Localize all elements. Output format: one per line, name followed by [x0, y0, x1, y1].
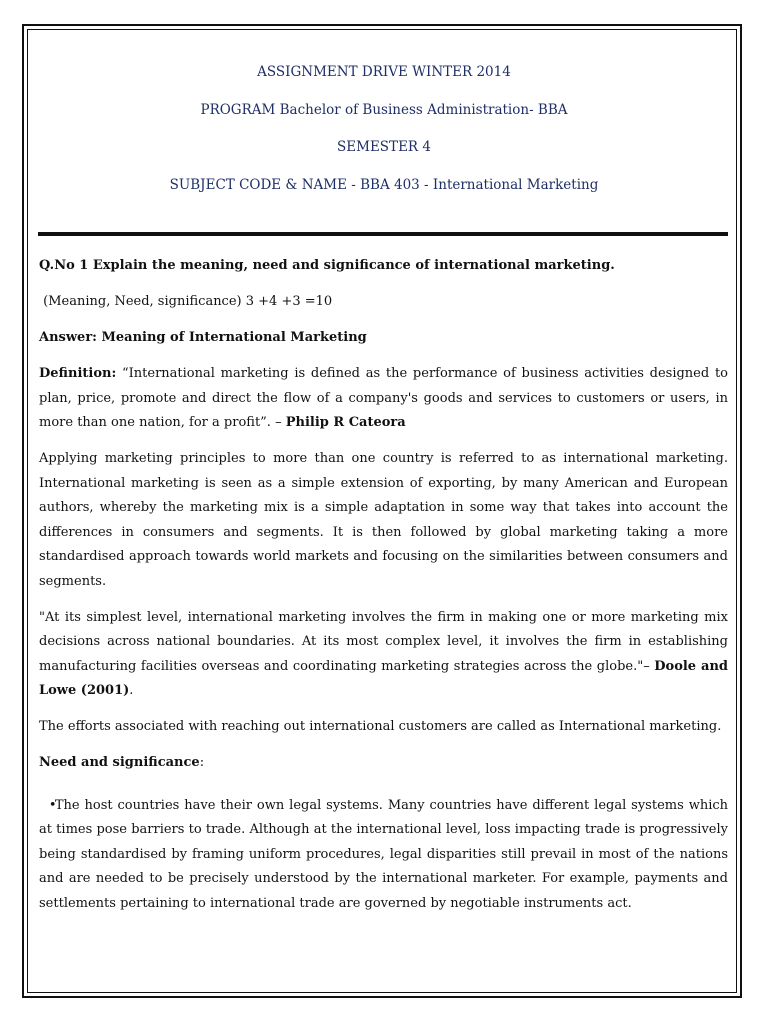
- definition-author: Philip R Cateora: [285, 415, 406, 430]
- efforts-paragraph: The efforts associated with reaching out international customers are called as International marketing.: [39, 719, 722, 734]
- question-marks: [39, 290, 728, 315]
- answer-heading: Answer: Meaning of International Marketing: [39, 330, 367, 345]
- definition-text: “International marketing is defined as the performance of business activities designed to plan, price, promote and direct the flow of a company's goods and services to customers or users, in more than one nation, for a profit”. –: [39, 366, 728, 430]
- need-heading: Need and significance: [39, 755, 200, 770]
- header-subject: SUBJECT CODE & NAME - BBA 403 - International Marketing: [169, 176, 599, 193]
- header-semester: SEMESTER 4: [337, 139, 431, 155]
- definition-label: Definition:: [39, 366, 117, 381]
- document-body: [39, 254, 728, 928]
- quote-paragraph: [39, 606, 728, 704]
- need-heading-line: [39, 751, 728, 776]
- need-heading-colon: :: [199, 755, 205, 770]
- quote-text: "At its simplest level, international marketing involves the firm in making one or more marketing mix decisions across national boundaries. At its most complex level, it involves the firm in establishing manufacturing facilities overseas and coordinating marketing strategies across the globe."–: [39, 609, 728, 674]
- header-program: PROGRAM Bachelor of Business Administration- BBA: [200, 101, 568, 118]
- bullet-text: The host countries have their own legal systems. Many countries have different legal systems which at times pose barriers to trade. Although at the international level, loss impacting trade is progressively being standardised by framing uniform procedures, legal disparities still prevail in most of the nations and are needed to be precisely understood by the international marketer. For example, payments and settlements pertaining to international trade are governed by negotiable instruments act.: [39, 797, 729, 911]
- bullet-icon: •: [48, 797, 57, 813]
- question-marks-text: (Meaning, Need, significance) 3 +4 +3 =10: [43, 294, 333, 309]
- quote-author: Doole and Lowe (2001): [39, 658, 728, 698]
- assignment-header: [40, 62, 728, 212]
- definition-paragraph: [39, 362, 728, 436]
- header-title: ASSIGNMENT DRIVE WINTER 2014: [257, 64, 511, 80]
- quote-end: .: [129, 683, 134, 698]
- header-divider: [38, 232, 728, 236]
- bullet-paragraph: [39, 794, 728, 917]
- intro-paragraph: Applying marketing principles to more than one country is referred to as international marketing. International marketing is seen as a simple extension of exporting, by many American and European authors, whereby the marketing mix is a simple adaptation in some way that takes into account the differences in consumers and segments. It is then followed by global marketing taking a more standardised approach towards world markets and focusing on the similarities between consumers and segments.: [39, 451, 728, 589]
- question-text: Q.No 1 Explain the meaning, need and significance of international marketing.: [39, 258, 615, 273]
